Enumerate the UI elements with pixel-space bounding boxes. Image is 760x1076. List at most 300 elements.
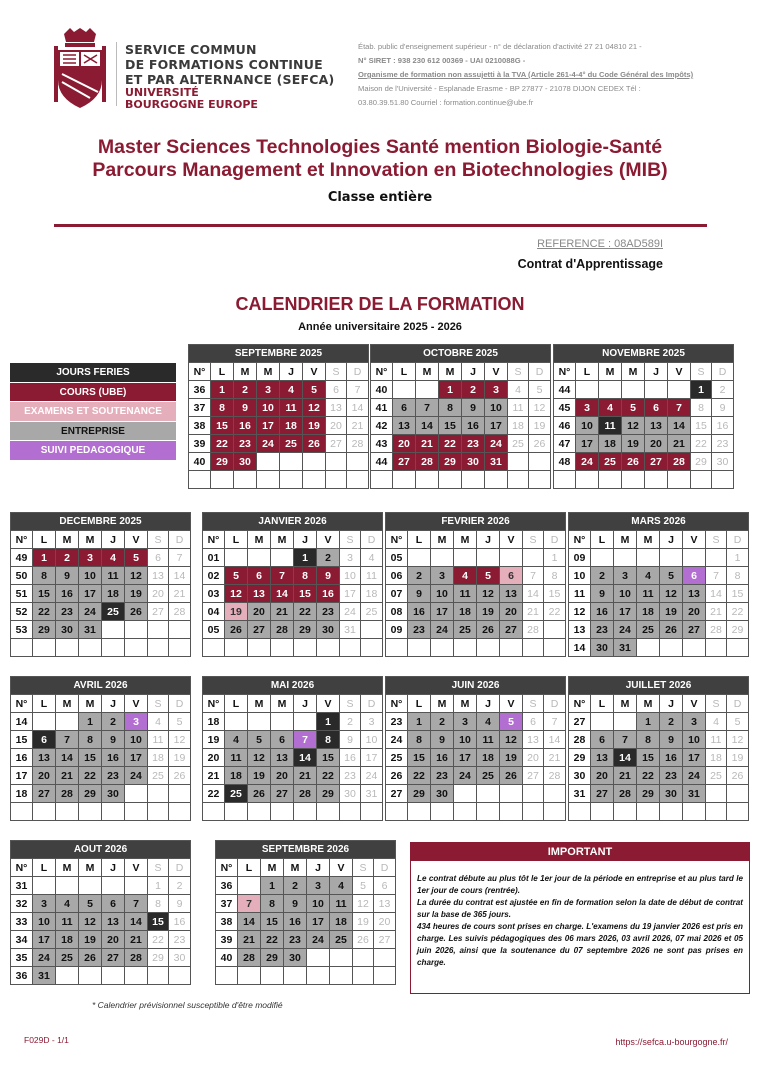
day-cell: 7	[238, 895, 261, 913]
empty-cell	[408, 549, 431, 567]
empty-cell	[683, 549, 706, 567]
weekday-header: D	[169, 859, 191, 877]
day-cell: 18	[599, 435, 622, 453]
legal-line-3: Organisme de formation non assujetti à la TVA (Article 261-4-4° du Code Général des Impôts)	[358, 70, 694, 79]
day-cell: 10	[485, 399, 508, 417]
day-cell: 28	[56, 785, 79, 803]
day-cell: 16	[660, 749, 683, 767]
weekday-header: V	[683, 531, 706, 549]
empty-cell	[374, 949, 396, 967]
day-cell: 22	[211, 435, 234, 453]
empty-cell	[238, 967, 261, 985]
week-number: 48	[554, 453, 576, 471]
day-cell: 29	[294, 621, 317, 639]
empty-cell	[727, 803, 749, 821]
day-cell: 12	[500, 731, 523, 749]
day-cell: 9	[431, 731, 454, 749]
week-number: 44	[554, 381, 576, 399]
empty-cell	[326, 471, 347, 489]
day-cell: 27	[591, 785, 614, 803]
day-cell: 19	[529, 417, 551, 435]
day-cell: 7	[294, 731, 317, 749]
weekday-header: M	[431, 531, 454, 549]
day-cell: 21	[125, 931, 148, 949]
day-cell: 28	[668, 453, 691, 471]
weekday-header: D	[544, 531, 566, 549]
day-cell: 6	[500, 567, 523, 585]
day-cell: 14	[238, 913, 261, 931]
day-cell: 1	[211, 381, 234, 399]
day-cell: 28	[523, 621, 544, 639]
day-cell: 26	[622, 453, 645, 471]
day-cell: 6	[33, 731, 56, 749]
day-cell: 26	[477, 621, 500, 639]
day-cell: 10	[614, 585, 637, 603]
day-cell: 1	[261, 877, 284, 895]
day-cell: 8	[79, 731, 102, 749]
legend	[10, 363, 176, 461]
day-cell: 26	[225, 621, 248, 639]
calendar-title: CALENDRIER DE LA FORMATION	[235, 294, 525, 314]
empty-cell	[79, 877, 102, 895]
day-cell: 19	[477, 603, 500, 621]
empty-cell	[125, 877, 148, 895]
day-cell: 13	[591, 749, 614, 767]
day-cell: 5	[529, 381, 551, 399]
empty-cell	[454, 639, 477, 657]
week-number: 18	[203, 713, 225, 731]
day-cell: 23	[340, 767, 361, 785]
weekday-header: V	[303, 363, 326, 381]
day-cell: 5	[79, 895, 102, 913]
weekday-header: J	[102, 859, 125, 877]
day-cell: 9	[284, 895, 307, 913]
day-cell: 15	[408, 749, 431, 767]
day-cell: 20	[500, 603, 523, 621]
day-cell: 18	[148, 749, 169, 767]
empty-cell	[248, 713, 271, 731]
week-number: 02	[203, 567, 225, 585]
day-cell: 23	[56, 603, 79, 621]
day-cell: 10	[125, 731, 148, 749]
day-cell: 30	[102, 785, 125, 803]
month-calendar	[553, 344, 734, 489]
day-cell: 21	[614, 767, 637, 785]
week-number: 44	[371, 453, 393, 471]
day-cell: 28	[169, 603, 191, 621]
day-cell: 6	[523, 713, 544, 731]
subtitle: Classe entière	[327, 190, 433, 205]
day-cell: 15	[294, 585, 317, 603]
day-cell: 20	[591, 767, 614, 785]
footer-url[interactable]: https://sefca.u-bourgogne.fr/	[615, 1037, 728, 1047]
empty-cell	[614, 803, 637, 821]
day-cell: 14	[523, 585, 544, 603]
day-cell: 5	[248, 731, 271, 749]
day-cell: 16	[408, 603, 431, 621]
week-number: 31	[569, 785, 591, 803]
day-cell: 8	[317, 731, 340, 749]
day-cell: 2	[591, 567, 614, 585]
day-cell: 28	[614, 785, 637, 803]
month-name: MARS 2026	[569, 513, 749, 531]
day-cell: 21	[706, 603, 727, 621]
day-cell: 20	[523, 749, 544, 767]
week-number: 17	[11, 767, 33, 785]
week-number	[569, 803, 591, 821]
week-number: 53	[11, 621, 33, 639]
day-cell: 8	[211, 399, 234, 417]
legal-line-1: Étab. public d'enseignement supérieur - n° de déclaration d'activité 27 21 04810 21 -	[358, 42, 642, 51]
week-number: 19	[203, 731, 225, 749]
day-cell: 25	[637, 621, 660, 639]
weekday-header: M	[614, 531, 637, 549]
month-name: NOVEMBRE 2025	[554, 345, 734, 363]
day-cell: 12	[622, 417, 645, 435]
empty-cell	[660, 803, 683, 821]
day-cell: 7	[416, 399, 439, 417]
month-name: JUILLET 2026	[569, 677, 749, 695]
week-number: 43	[371, 435, 393, 453]
weekday-header: S	[148, 695, 169, 713]
empty-cell	[303, 471, 326, 489]
day-cell: 6	[102, 895, 125, 913]
day-cell: 25	[148, 767, 169, 785]
day-cell: 2	[317, 549, 340, 567]
day-cell: 14	[294, 749, 317, 767]
day-cell: 18	[706, 749, 727, 767]
month-name: SEPTEMBRE 2026	[216, 841, 396, 859]
empty-cell	[645, 381, 668, 399]
empty-cell	[125, 803, 148, 821]
day-cell: 4	[454, 567, 477, 585]
day-cell: 27	[645, 453, 668, 471]
day-cell: 18	[361, 585, 383, 603]
empty-cell	[508, 453, 529, 471]
month-calendar	[10, 512, 191, 657]
empty-cell	[79, 639, 102, 657]
day-cell: 20	[645, 435, 668, 453]
weekday-header: S	[691, 363, 712, 381]
week-number: 09	[569, 549, 591, 567]
day-cell: 23	[169, 931, 191, 949]
day-cell: 26	[529, 435, 551, 453]
empty-cell	[477, 549, 500, 567]
day-cell: 28	[544, 767, 566, 785]
weekday-header: M	[257, 363, 280, 381]
empty-cell	[683, 803, 706, 821]
weekday-header: M	[79, 531, 102, 549]
empty-cell	[169, 967, 191, 985]
day-cell: 7	[125, 895, 148, 913]
empty-cell	[102, 621, 125, 639]
day-cell: 3	[79, 549, 102, 567]
day-cell: 21	[238, 931, 261, 949]
week-number: 06	[386, 567, 408, 585]
day-cell: 14	[56, 749, 79, 767]
day-cell: 3	[125, 713, 148, 731]
weekday-header: M	[439, 363, 462, 381]
weekday-header: J	[477, 695, 500, 713]
day-cell: 21	[668, 435, 691, 453]
legal-info	[358, 40, 703, 110]
month-calendar	[568, 676, 749, 821]
month-calendar	[10, 676, 191, 821]
day-cell: 9	[317, 567, 340, 585]
weekday-header: M	[416, 363, 439, 381]
important-box	[410, 842, 750, 994]
day-cell: 5	[727, 713, 749, 731]
empty-cell	[56, 967, 79, 985]
week-number: 20	[203, 749, 225, 767]
day-cell: 30	[234, 453, 257, 471]
week-number: 51	[11, 585, 33, 603]
month-name: FEVRIER 2026	[386, 513, 566, 531]
weekday-header: M	[79, 859, 102, 877]
week-number: 11	[569, 585, 591, 603]
day-cell: 5	[303, 381, 326, 399]
day-cell: 1	[79, 713, 102, 731]
day-cell: 1	[294, 549, 317, 567]
day-cell: 15	[691, 417, 712, 435]
day-cell: 10	[340, 567, 361, 585]
legend-item-exam: EXAMENS ET SOUTENANCE	[10, 402, 176, 422]
weekday-header: J	[462, 363, 485, 381]
day-cell: 19	[660, 603, 683, 621]
empty-cell	[284, 967, 307, 985]
day-cell: 7	[271, 567, 294, 585]
weekday-header: S	[326, 363, 347, 381]
day-cell: 18	[637, 603, 660, 621]
day-cell: 31	[340, 621, 361, 639]
weekday-header: D	[361, 531, 383, 549]
day-cell: 24	[257, 435, 280, 453]
contract-type: Contrat d'Apprentissage	[517, 257, 663, 271]
day-cell: 4	[102, 549, 125, 567]
weekday-header: L	[33, 859, 56, 877]
empty-cell	[56, 877, 79, 895]
day-cell: 10	[431, 585, 454, 603]
month-calendar	[215, 840, 396, 985]
weekday-header: M	[248, 695, 271, 713]
empty-cell	[691, 471, 712, 489]
empty-cell	[271, 713, 294, 731]
empty-cell	[303, 453, 326, 471]
week-number-header: N°	[11, 695, 33, 713]
weekday-header: M	[599, 363, 622, 381]
week-number-header: N°	[203, 531, 225, 549]
empty-cell	[56, 803, 79, 821]
weekday-header: M	[261, 859, 284, 877]
day-cell: 27	[683, 621, 706, 639]
day-cell: 26	[248, 785, 271, 803]
day-cell: 4	[599, 399, 622, 417]
day-cell: 16	[340, 749, 361, 767]
week-number	[203, 639, 225, 657]
month-calendar	[202, 676, 383, 821]
empty-cell	[271, 639, 294, 657]
empty-cell	[622, 471, 645, 489]
week-number: 27	[386, 785, 408, 803]
day-cell: 3	[485, 381, 508, 399]
weekday-header: J	[307, 859, 330, 877]
day-cell: 28	[271, 621, 294, 639]
day-cell: 30	[56, 621, 79, 639]
day-cell: 23	[462, 435, 485, 453]
empty-cell	[148, 639, 169, 657]
day-cell: 29	[637, 785, 660, 803]
week-number: 46	[554, 417, 576, 435]
day-cell: 23	[431, 767, 454, 785]
day-cell: 2	[234, 381, 257, 399]
weekday-header: M	[454, 695, 477, 713]
empty-cell	[353, 949, 374, 967]
day-cell: 4	[330, 877, 353, 895]
day-cell: 10	[361, 731, 383, 749]
day-cell: 17	[125, 749, 148, 767]
weekday-header: D	[712, 363, 734, 381]
day-cell: 25	[102, 603, 125, 621]
day-cell: 25	[508, 435, 529, 453]
weekday-header: M	[79, 695, 102, 713]
empty-cell	[454, 549, 477, 567]
weekday-header: M	[56, 531, 79, 549]
week-number: 37	[216, 895, 238, 913]
weekday-header: M	[271, 531, 294, 549]
month-name: DECEMBRE 2025	[11, 513, 191, 531]
day-cell: 12	[303, 399, 326, 417]
weekday-header: V	[500, 695, 523, 713]
day-cell: 29	[317, 785, 340, 803]
empty-cell	[523, 549, 544, 567]
day-cell: 3	[614, 567, 637, 585]
day-cell: 11	[637, 585, 660, 603]
day-cell: 23	[712, 435, 734, 453]
day-cell: 5	[125, 549, 148, 567]
university-logo-icon	[54, 28, 106, 110]
empty-cell	[294, 639, 317, 657]
week-number: 47	[554, 435, 576, 453]
footnote: * Calendrier prévisionnel susceptible d'être modifié	[92, 1000, 283, 1010]
day-cell: 12	[353, 895, 374, 913]
day-cell: 20	[393, 435, 416, 453]
univ-line-1: UNIVERSITÉ	[125, 86, 199, 99]
reference: REFERENCE : 08AD589I	[537, 238, 663, 250]
day-cell: 16	[284, 913, 307, 931]
day-cell: 28	[238, 949, 261, 967]
empty-cell	[477, 803, 500, 821]
weekday-header: M	[248, 531, 271, 549]
empty-cell	[33, 803, 56, 821]
empty-cell	[431, 549, 454, 567]
empty-cell	[347, 471, 369, 489]
empty-cell	[660, 639, 683, 657]
week-number: 37	[189, 399, 211, 417]
day-cell: 1	[33, 549, 56, 567]
week-number: 03	[203, 585, 225, 603]
legal-line-5: 03.80.39.51.80 Courriel : formation.continue@ube.fr	[358, 98, 534, 107]
day-cell: 24	[454, 767, 477, 785]
day-cell: 25	[361, 603, 383, 621]
week-number: 49	[11, 549, 33, 567]
day-cell: 25	[599, 453, 622, 471]
day-cell: 13	[374, 895, 396, 913]
day-cell: 21	[416, 435, 439, 453]
day-cell: 6	[248, 567, 271, 585]
day-cell: 12	[225, 585, 248, 603]
day-cell: 14	[614, 749, 637, 767]
day-cell: 7	[523, 567, 544, 585]
week-number	[11, 639, 33, 657]
day-cell: 13	[393, 417, 416, 435]
day-cell: 11	[454, 585, 477, 603]
day-cell: 28	[347, 435, 369, 453]
weekday-header: M	[234, 363, 257, 381]
legend-item-cours: COURS (UBE)	[10, 383, 176, 403]
empty-cell	[125, 621, 148, 639]
day-cell: 9	[56, 567, 79, 585]
week-number-header: N°	[189, 363, 211, 381]
day-cell: 12	[477, 585, 500, 603]
empty-cell	[637, 803, 660, 821]
empty-cell	[169, 639, 191, 657]
day-cell: 20	[33, 767, 56, 785]
day-cell: 14	[544, 731, 566, 749]
week-number: 38	[216, 913, 238, 931]
week-number: 52	[11, 603, 33, 621]
weekday-header: D	[529, 363, 551, 381]
week-number: 01	[203, 549, 225, 567]
day-cell: 14	[125, 913, 148, 931]
title-line-2: Parcours Management et Innovation en Biotechnologies (MIB)	[92, 159, 668, 181]
empty-cell	[544, 803, 566, 821]
day-cell: 17	[33, 931, 56, 949]
title-rule	[54, 224, 707, 227]
day-cell: 3	[683, 713, 706, 731]
week-number: 36	[216, 877, 238, 895]
empty-cell	[257, 471, 280, 489]
day-cell: 9	[234, 399, 257, 417]
empty-cell	[102, 967, 125, 985]
day-cell: 2	[462, 381, 485, 399]
day-cell: 25	[330, 931, 353, 949]
day-cell: 30	[462, 453, 485, 471]
empty-cell	[727, 785, 749, 803]
empty-cell	[307, 967, 330, 985]
empty-cell	[637, 549, 660, 567]
day-cell: 30	[169, 949, 191, 967]
weekday-header: S	[353, 859, 374, 877]
week-number: 30	[569, 767, 591, 785]
week-number: 05	[203, 621, 225, 639]
day-cell: 29	[33, 621, 56, 639]
weekday-header: J	[102, 695, 125, 713]
weekday-header: L	[225, 531, 248, 549]
day-cell: 22	[408, 767, 431, 785]
empty-cell	[225, 549, 248, 567]
empty-cell	[477, 785, 500, 803]
day-cell: 10	[454, 731, 477, 749]
empty-cell	[280, 471, 303, 489]
day-cell: 14	[416, 417, 439, 435]
week-number-header: N°	[569, 531, 591, 549]
empty-cell	[523, 639, 544, 657]
day-cell: 29	[211, 453, 234, 471]
day-cell: 12	[125, 567, 148, 585]
day-cell: 16	[102, 749, 125, 767]
empty-cell	[56, 713, 79, 731]
day-cell: 3	[33, 895, 56, 913]
